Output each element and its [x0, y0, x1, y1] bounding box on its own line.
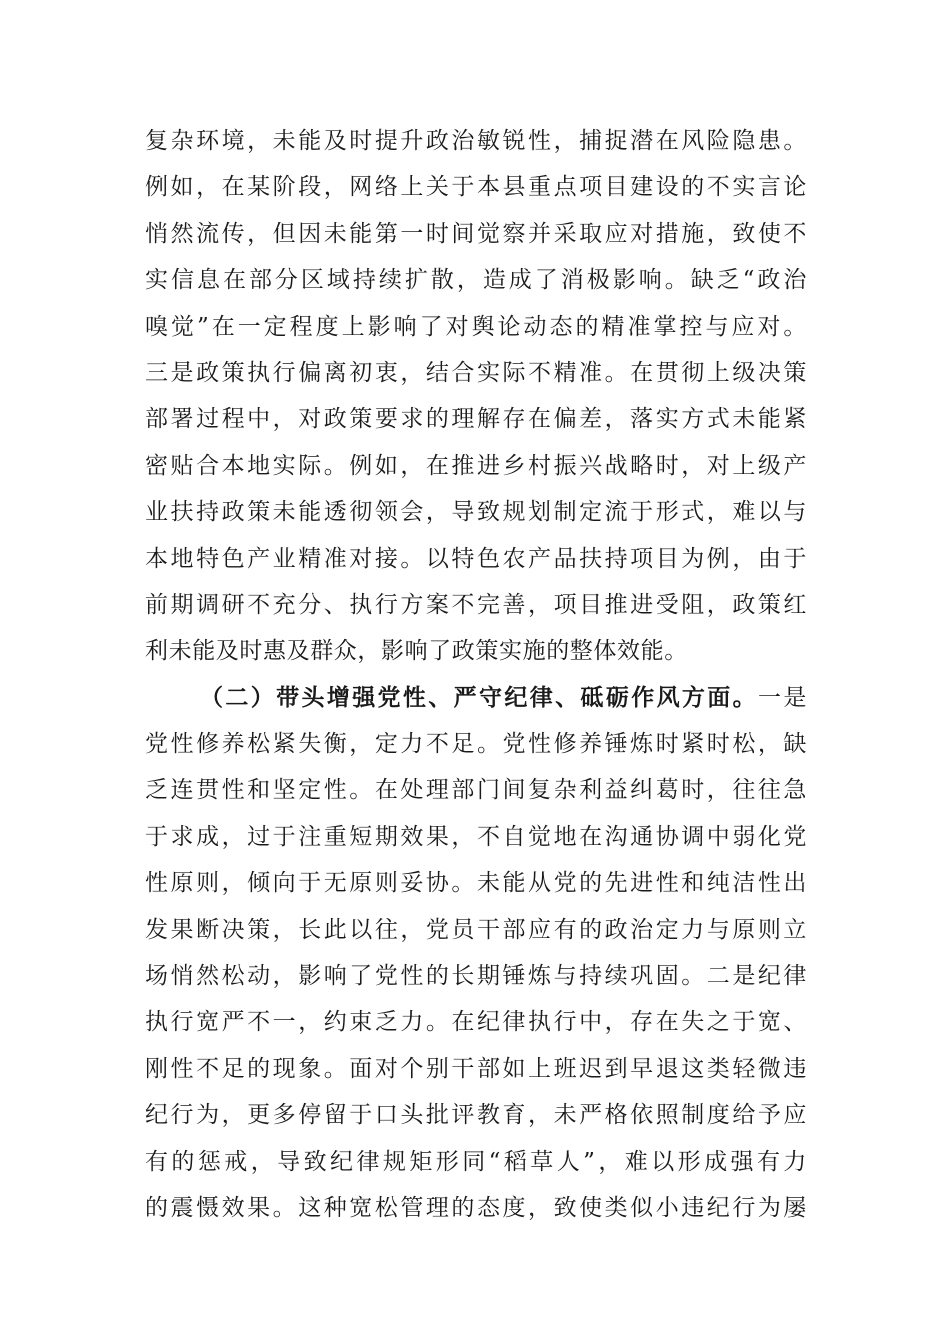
document-body: [145, 118, 807, 1231]
text-line: 前期调研不充分、执行方案不完善，项目推进受阻，政策红: [145, 591, 807, 618]
text-line: 密贴合本地实际。例如，在推进乡村振兴战略时，对上级产: [145, 452, 807, 479]
text-line: 乏连贯性和坚定性。在处理部门间复杂利益纠葛时，往往急: [145, 777, 807, 804]
text-line: 发果断决策，长此以往，党员干部应有的政治定力与原则立: [145, 916, 807, 943]
text-line: 悄然流传，但因未能第一时间觉察并采取应对措施，致使不: [145, 220, 807, 247]
text-line: 部署过程中，对政策要求的理解存在偏差，落实方式未能紧: [145, 406, 807, 433]
text-line: 本地特色产业精准对接。以特色农产品扶持项目为例，由于: [145, 545, 807, 572]
text-line: 场悄然松动，影响了党性的长期锤炼与持续巩固。二是纪律: [145, 963, 807, 990]
text-line: 复杂环境，未能及时提升政治敏锐性，捕捉潜在风险隐患。: [145, 128, 807, 154]
text-line: 性原则，倾向于无原则妥协。未能从党的先进性和纯洁性出: [145, 870, 807, 897]
text-fragment: 一是: [758, 684, 807, 711]
text-line: 例如，在某阶段，网络上关于本县重点项目建设的不实言论: [145, 174, 807, 201]
section-heading: （二）带头增强党性、严守纪律、砥砺作风方面。: [200, 684, 759, 711]
text-line: 三是政策执行偏离初衷，结合实际不精准。在贯彻上级决策: [145, 359, 807, 386]
text-line: 的震慑效果。这种宽松管理的态度，致使类似小违纪行为屡: [145, 1194, 807, 1221]
text-line: 刚性不足的现象。面对个别干部如上班迟到早退这类轻微违: [145, 1055, 807, 1082]
section-heading-line: [145, 675, 807, 721]
text-line: 党性修养松紧失衡，定力不足。党性修养锤炼时紧时松，缺: [145, 731, 807, 758]
text-line: 实信息在部分区域持续扩散，造成了消极影响。缺乏“政治: [145, 267, 807, 294]
text-line: 于求成，过于注重短期效果，不自觉地在沟通协调中弱化党: [145, 823, 807, 850]
text-line: 业扶持政策未能透彻领会，导致规划制定流于形式，难以与: [145, 499, 807, 526]
text-line: 有的惩戒，导致纪律规矩形同“稻草人”，难以形成强有力: [145, 1148, 807, 1175]
text-line: 执行宽严不一，约束乏力。在纪律执行中，存在失之于宽、: [145, 1009, 807, 1036]
text-line: 嗅觉”在一定程度上影响了对舆论动态的精准掌控与应对。: [145, 313, 807, 340]
text-line: 纪行为，更多停留于口头批评教育，未严格依照制度给予应: [145, 1102, 807, 1129]
text-line: 利未能及时惠及群众，影响了政策实施的整体效能。: [145, 638, 688, 665]
